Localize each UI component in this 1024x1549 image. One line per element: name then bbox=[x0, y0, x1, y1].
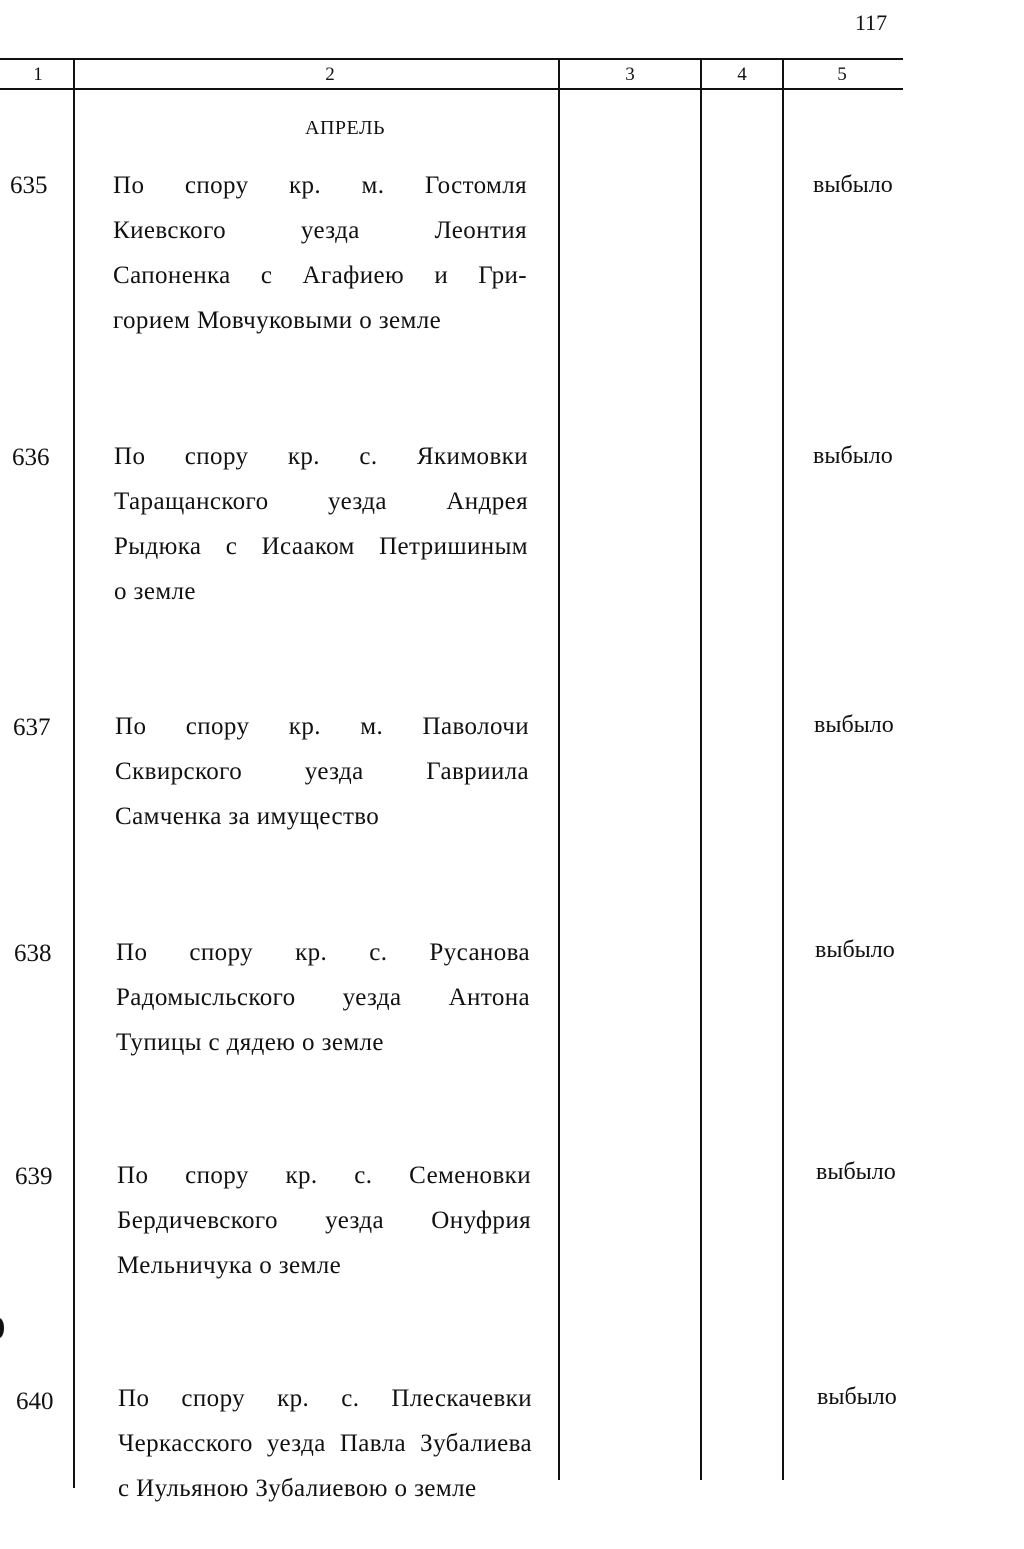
column-divider-1 bbox=[73, 58, 75, 1488]
entry-line: Радомысльского уезда Антона bbox=[116, 984, 530, 1011]
entry-line: Тупицы с дядею о земле bbox=[116, 1029, 384, 1056]
entry-line: По спору кр. с. Якимовки bbox=[114, 443, 528, 470]
column-header-2: 2 bbox=[325, 64, 335, 85]
entry-number: 637 bbox=[13, 714, 51, 741]
entry-status: выбыло bbox=[816, 1159, 896, 1185]
entry-number: 639 bbox=[15, 1163, 53, 1190]
entry-number: 640 bbox=[16, 1388, 54, 1415]
entry-number: 635 bbox=[10, 172, 48, 199]
entry-status: выбыло bbox=[815, 937, 895, 963]
entry-line: По спору кр. м. Паволочи bbox=[115, 713, 529, 740]
entry-line: Рыдюка с Исааком Петришиным bbox=[114, 533, 528, 560]
entry-line: с Иульяною Зубалиевою о земле bbox=[118, 1475, 477, 1502]
margin-mark bbox=[0, 1318, 4, 1338]
entry-line: По спору кр. с. Плескачевки bbox=[118, 1385, 532, 1412]
column-header-1: 1 bbox=[33, 64, 43, 85]
entry-description bbox=[114, 434, 528, 614]
entry-description bbox=[117, 1153, 531, 1288]
entry-line: По спору кр. м. Гостомля bbox=[113, 172, 527, 199]
column-header-3: 3 bbox=[625, 64, 635, 85]
page-number: 117 bbox=[855, 10, 888, 35]
entry-description bbox=[115, 704, 529, 839]
entry-description bbox=[118, 1376, 532, 1511]
table-top-rule bbox=[0, 58, 903, 60]
entry-status: выбыло bbox=[813, 172, 893, 198]
entry-line: По спору кр. с. Семеновки bbox=[117, 1162, 531, 1189]
entry-description bbox=[113, 163, 527, 343]
entry-number: 638 bbox=[14, 940, 52, 967]
column-divider-4 bbox=[782, 58, 784, 1480]
entry-line: Таращанского уезда Андрея bbox=[114, 488, 528, 515]
entry-line: Самченка за имущество bbox=[115, 803, 380, 830]
entry-line: Сквирского уезда Гавриила bbox=[115, 758, 529, 785]
entry-line: Бердичевского уезда Онуфрия bbox=[117, 1207, 531, 1234]
entry-line: Сапоненка с Агафиею и Гри- bbox=[113, 262, 527, 289]
entry-line: Мельничука о земле bbox=[117, 1252, 342, 1279]
column-header-4: 4 bbox=[737, 64, 747, 85]
entry-line: о земле bbox=[114, 578, 196, 605]
entry-status: выбыло bbox=[813, 443, 893, 469]
entry-description bbox=[116, 930, 530, 1065]
entry-line: Черкасского уезда Павла Зубалиева bbox=[118, 1430, 532, 1457]
entry-status: выбыло bbox=[817, 1384, 897, 1410]
table-header-rule bbox=[0, 88, 903, 90]
entry-number: 636 bbox=[12, 444, 50, 471]
entry-line: Киевского уезда Леонтия bbox=[113, 217, 527, 244]
entry-line: горием Мовчуковыми о земле bbox=[113, 307, 442, 334]
column-divider-2 bbox=[558, 58, 560, 1480]
month-heading: АПРЕЛЬ bbox=[305, 117, 386, 139]
entry-status: выбыло bbox=[814, 712, 894, 738]
column-divider-3 bbox=[700, 58, 702, 1480]
entry-line: По спору кр. с. Русанова bbox=[116, 939, 530, 966]
column-header-5: 5 bbox=[837, 64, 847, 85]
